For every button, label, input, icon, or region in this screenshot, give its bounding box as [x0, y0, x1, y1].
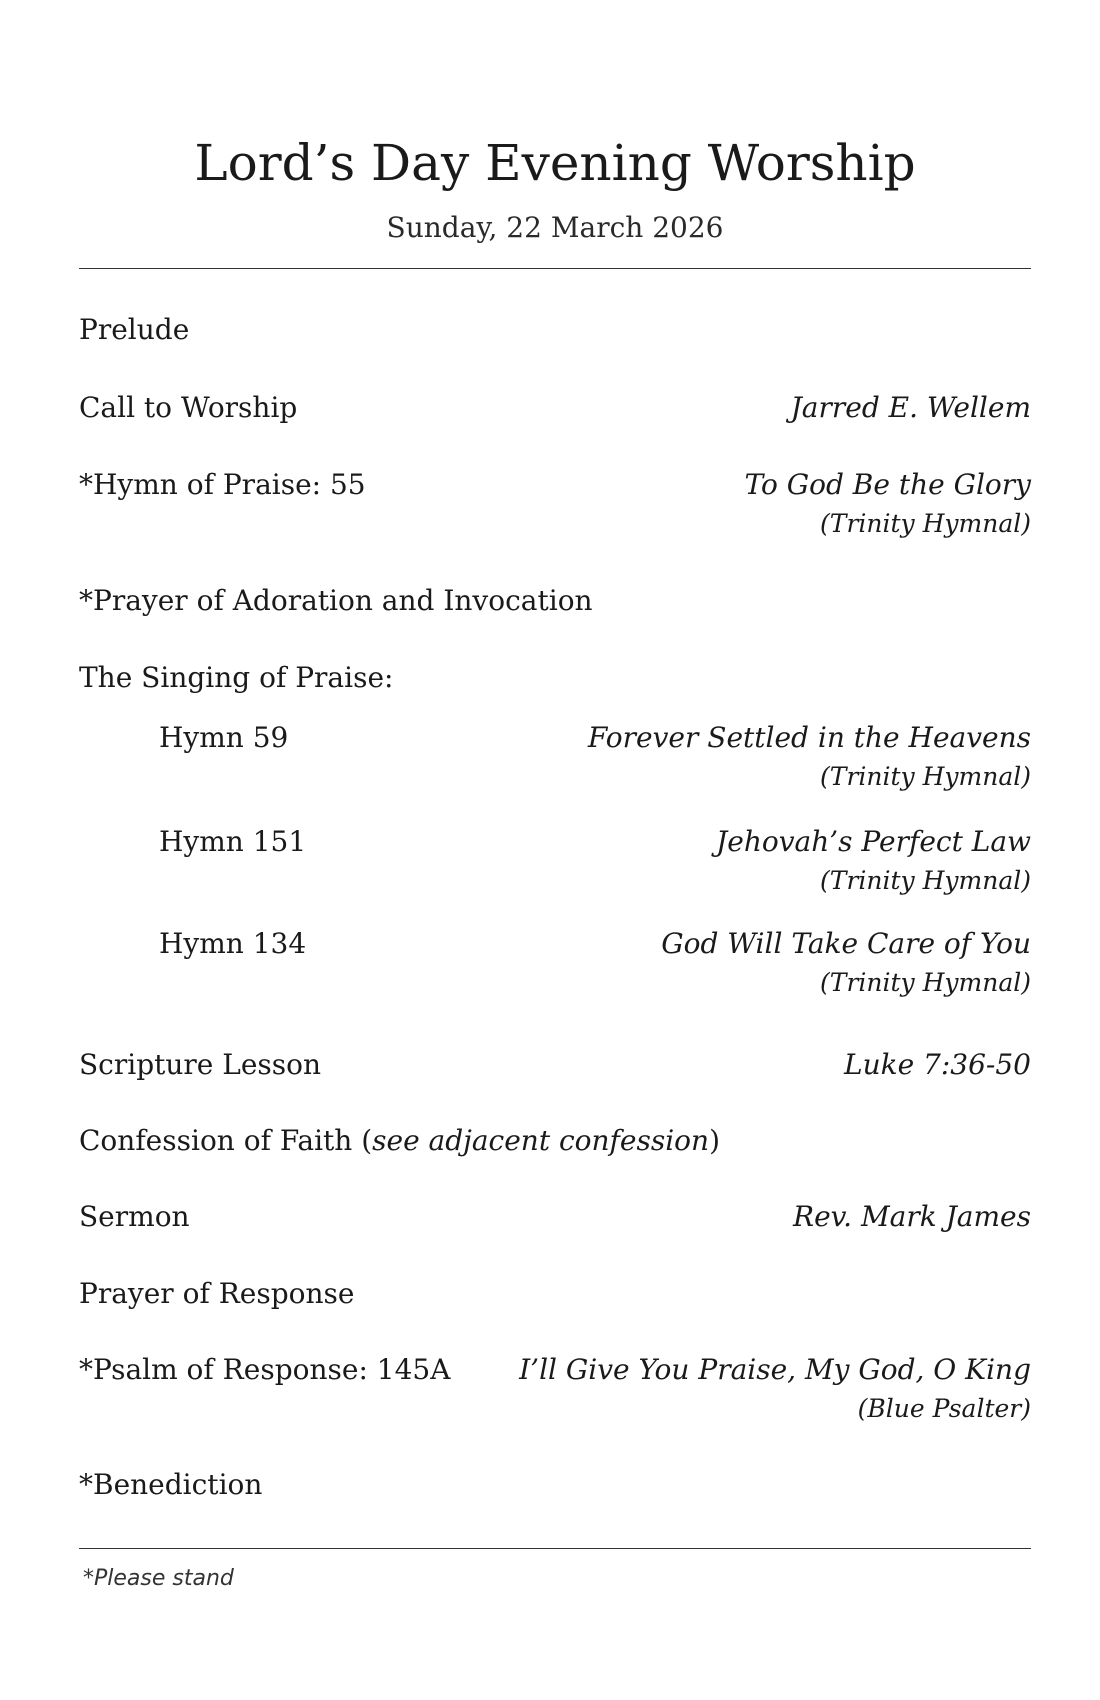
- order-item-detail: [745, 463, 1032, 541]
- order-item-psalm-of-response: [79, 1348, 1031, 1423]
- order-item-label: Call to Worship: [79, 391, 298, 424]
- order-item-label: *Psalm of Response: 145A: [79, 1353, 451, 1386]
- order-item-detail: [844, 1043, 1031, 1087]
- bottom-divider: [79, 1548, 1031, 1549]
- hymn-list-item: [79, 922, 1031, 997]
- order-item-label: The Singing of Praise:: [79, 661, 394, 694]
- service-date: Sunday, 22 March 2026: [386, 211, 724, 244]
- page-title: Lord’s Day Evening Worship: [194, 134, 916, 192]
- leader-name: Jarred E. Wellem: [790, 391, 1031, 424]
- order-item-label: [79, 1119, 720, 1163]
- confession-label: Confession of Faith (: [79, 1124, 373, 1157]
- order-item-prayer-of-response: [79, 1272, 1031, 1316]
- hymnal-source: (Trinity Hymnal): [820, 762, 1031, 791]
- order-item-sermon: [79, 1195, 1031, 1239]
- order-item-label: *Benediction: [79, 1468, 263, 1501]
- order-item-label: Prayer of Response: [79, 1277, 355, 1310]
- hymn-title: Forever Settled in the Heavens: [587, 721, 1031, 754]
- top-divider: [79, 268, 1031, 269]
- hymn-number: Hymn 59: [159, 721, 289, 754]
- order-item-prayer-adoration: [79, 579, 1031, 623]
- hymn-list-item: [79, 716, 1031, 791]
- order-item-label: *Hymn of Praise: 55: [79, 468, 366, 501]
- order-item-label: *Prayer of Adoration and Invocation: [79, 584, 593, 617]
- footnote-please-stand: *Please stand: [83, 1566, 234, 1591]
- order-item-scripture-lesson: [79, 1043, 1031, 1087]
- order-item-singing-of-praise: [79, 656, 1031, 700]
- order-item-prelude: [79, 308, 1031, 352]
- order-item-detail: [519, 1348, 1031, 1426]
- hymn-title: To God Be the Glory: [744, 468, 1031, 501]
- order-item-benediction: [79, 1463, 1031, 1507]
- preacher-name: Rev. Mark James: [793, 1200, 1031, 1233]
- order-item-label: Scripture Lesson: [79, 1048, 322, 1081]
- hymn-list-item: [79, 820, 1031, 895]
- hymnal-source: (Trinity Hymnal): [820, 968, 1031, 997]
- hymnal-source: (Trinity Hymnal): [820, 866, 1031, 895]
- confession-label-end: ): [709, 1124, 721, 1157]
- psalter-source: (Blue Psalter): [857, 1394, 1031, 1423]
- hymn-number: Hymn 134: [159, 927, 307, 960]
- bulletin-page: [79, 0, 1031, 1700]
- order-item-label: Prelude: [79, 313, 190, 346]
- order-item-detail: [716, 820, 1031, 898]
- order-item-detail: [588, 716, 1031, 794]
- confession-note: see adjacent confession: [372, 1124, 710, 1157]
- hymn-title: God Will Take Care of You: [661, 927, 1031, 960]
- order-item-detail: [793, 1195, 1031, 1239]
- hymn-title: Jehovah’s Perfect Law: [716, 825, 1031, 858]
- order-item-hymn-of-praise: [79, 463, 1031, 538]
- order-item-detail: [791, 386, 1031, 430]
- order-item-call-to-worship: [79, 386, 1031, 430]
- scripture-reference: Luke 7:36-50: [843, 1048, 1031, 1081]
- order-item-detail: [661, 922, 1031, 1000]
- hymn-number: Hymn 151: [159, 825, 307, 858]
- hymnal-source: (Trinity Hymnal): [820, 509, 1031, 538]
- order-item-label: Sermon: [79, 1200, 190, 1233]
- order-item-confession-of-faith: [79, 1119, 1031, 1163]
- psalm-title: I’ll Give You Praise, My God, O King: [519, 1353, 1031, 1386]
